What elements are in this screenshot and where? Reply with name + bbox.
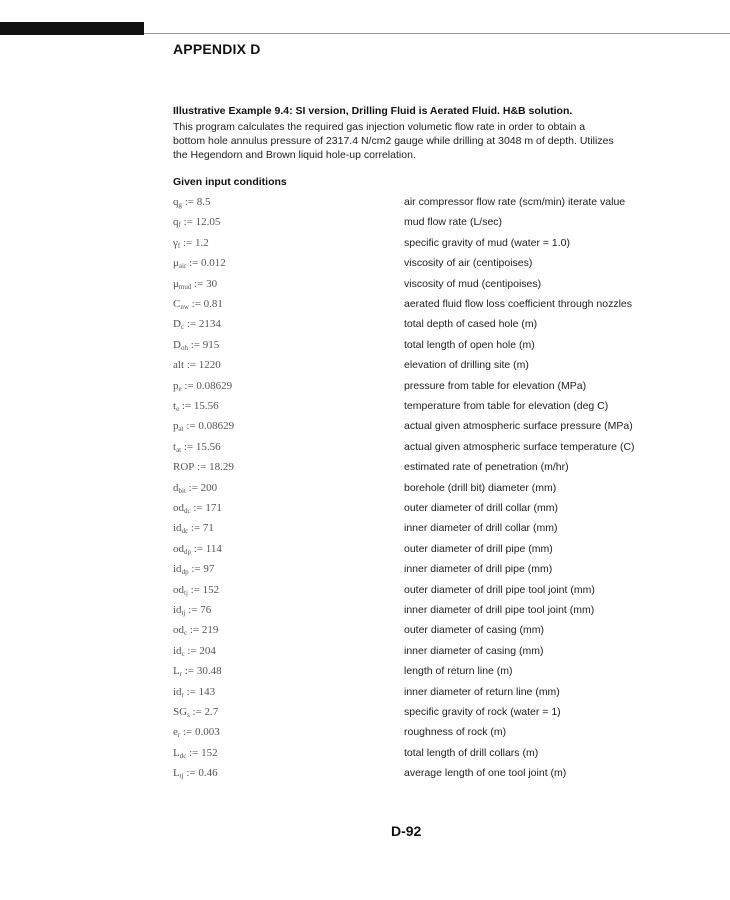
variable-value: := 1.2 <box>182 236 209 249</box>
variable-description: outer diameter of drill pipe (mm) <box>404 542 553 555</box>
variable-symbol: id <box>173 685 182 698</box>
variable-symbol: L <box>173 665 180 678</box>
variable-assignment <box>173 726 220 739</box>
variable-assignment <box>173 747 218 760</box>
variable-value: := 219 <box>189 624 219 637</box>
variable-value: := 0.08629 <box>186 420 235 433</box>
input-condition-row <box>0 338 730 358</box>
variable-value: := 0.003 <box>182 726 220 739</box>
variable-symbol: id <box>173 604 182 616</box>
variable-description: borehole (drill bit) diameter (mm) <box>404 481 557 494</box>
variable-value: := 30.48 <box>184 665 222 678</box>
variable-assignment <box>173 318 221 331</box>
variable-subscript: c <box>181 649 185 658</box>
variable-description: aerated fluid flow loss coefficient through nozzles <box>404 298 633 310</box>
variable-description: inner diameter of drill collar (mm) <box>404 522 558 535</box>
appendix-heading: APPENDIX D <box>173 41 261 57</box>
variable-value: := 143 <box>186 685 216 698</box>
variable-value: := 152 <box>190 583 220 596</box>
variable-description: inner diameter of drill pipe tool joint (mm) <box>404 604 595 616</box>
input-condition-row <box>0 215 730 235</box>
input-condition-row <box>0 297 730 317</box>
variable-symbol: id <box>173 563 182 576</box>
variable-value: := 1220 <box>186 359 221 372</box>
variable-value: := 12.05 <box>183 216 221 229</box>
variable-description: viscosity of air (centipoises) <box>404 257 533 270</box>
variable-assignment <box>173 420 234 433</box>
input-condition-row <box>0 379 730 399</box>
variable-symbol: ROP <box>173 461 195 474</box>
variable-symbol: id <box>173 644 182 657</box>
input-condition-row <box>0 623 730 643</box>
example-title: Illustrative Example 9.4: SI version, Drilling Fluid is Aerated Fluid. H&B solution. <box>173 105 573 117</box>
variable-subscript: bit <box>178 486 186 495</box>
input-condition-row <box>0 256 730 276</box>
variable-symbol: p <box>173 379 179 392</box>
variable-subscript: f <box>178 221 181 230</box>
variable-subscript: dc <box>181 527 189 536</box>
variable-description: air compressor flow rate (scm/min) iterate value <box>404 196 626 208</box>
variable-value: := 8.5 <box>184 196 211 208</box>
input-condition-row <box>0 562 730 582</box>
variable-assignment <box>173 400 219 413</box>
input-condition-row <box>0 583 730 603</box>
variable-description: inner diameter of drill pipe (mm) <box>404 563 553 576</box>
variable-description: elevation of drilling site (m) <box>404 359 529 372</box>
variable-description: specific gravity of mud (water = 1.0) <box>404 236 571 249</box>
input-condition-row <box>0 358 730 378</box>
variable-value: := 204 <box>187 644 216 657</box>
variable-subscript: oh <box>180 343 188 352</box>
variable-assignment <box>173 686 215 699</box>
input-condition-row <box>0 542 730 562</box>
variable-subscript: r <box>179 670 183 679</box>
input-condition-row <box>0 501 730 521</box>
variable-subscript: r <box>181 690 184 699</box>
variable-symbol: p <box>173 420 179 433</box>
variable-subscript: mud <box>178 282 192 291</box>
variable-assignment <box>173 767 218 780</box>
variable-subscript: r <box>177 731 181 740</box>
variable-description: viscosity of mud (centipoises) <box>404 277 542 290</box>
variable-symbol: od <box>173 624 184 637</box>
variable-value: := 0.46 <box>186 767 218 780</box>
variable-assignment <box>173 359 221 372</box>
variable-value: := 915 <box>190 338 220 351</box>
variable-description: total depth of cased hole (m) <box>404 318 538 331</box>
input-condition-row <box>0 644 730 664</box>
variable-value: := 71 <box>190 522 214 535</box>
variable-assignment <box>173 278 217 291</box>
variable-description: mud flow rate (L/sec) <box>404 216 503 229</box>
variable-description: specific gravity of rock (water = 1) <box>404 706 561 718</box>
description-line: the Hegendorn and Brown liquid hole-up correlation. <box>173 149 416 161</box>
variable-symbol: od <box>173 542 184 555</box>
variable-symbol: t <box>173 400 177 412</box>
variable-subscript: tj <box>184 588 188 597</box>
variable-value: := 171 <box>193 502 222 514</box>
variable-description: inner diameter of casing (mm) <box>404 644 544 657</box>
variable-symbol: L <box>173 746 180 759</box>
variable-symbol: id <box>173 522 182 535</box>
input-condition-row <box>0 685 730 705</box>
variable-assignment <box>173 584 219 597</box>
input-condition-row <box>0 746 730 766</box>
variable-symbol: D <box>173 338 181 351</box>
variable-value: := 0.012 <box>189 257 226 270</box>
input-condition-row <box>0 236 730 256</box>
variable-description: total length of open hole (m) <box>404 338 535 351</box>
variable-subscript: dc <box>184 507 191 515</box>
variable-symbol: μ <box>173 257 179 270</box>
variable-subscript: at <box>178 425 184 434</box>
input-condition-row <box>0 195 730 215</box>
variable-symbol: od <box>173 502 184 514</box>
variable-description: outer diameter of casing (mm) <box>404 624 545 637</box>
page-number: D-92 <box>391 823 422 839</box>
description-line: bottom hole annulus pressure of 2317.4 N/cm2 gauge while drilling at 3048 m of depth. Utilizes <box>173 135 614 147</box>
input-condition-row <box>0 766 730 786</box>
variable-description: outer diameter of drill pipe tool joint (mm) <box>404 583 595 596</box>
variable-description: roughness of rock (m) <box>404 726 507 739</box>
variable-subscript: g <box>178 201 182 209</box>
input-condition-row <box>0 725 730 745</box>
variable-description: outer diameter of drill collar (mm) <box>404 502 559 514</box>
variable-subscript: dc <box>179 751 187 760</box>
variable-subscript: air <box>178 262 187 271</box>
variable-assignment <box>173 461 234 474</box>
variable-symbol: q <box>173 196 179 208</box>
variable-assignment <box>173 563 214 576</box>
variable-assignment <box>173 441 221 454</box>
variable-value: := 76 <box>188 604 212 616</box>
variable-subscript: nw <box>180 303 189 311</box>
variable-assignment <box>173 543 222 556</box>
variable-description: estimated rate of penetration (m/hr) <box>404 461 569 474</box>
variable-subscript: f <box>177 241 181 250</box>
variable-description: pressure from table for elevation (MPa) <box>404 379 587 392</box>
variable-assignment <box>173 522 214 535</box>
input-condition-row <box>0 440 730 460</box>
variable-assignment <box>173 298 223 311</box>
variable-subscript: at <box>176 445 182 454</box>
variable-description: length of return line (m) <box>404 665 513 678</box>
variable-value: := 97 <box>191 563 215 576</box>
input-condition-row <box>0 664 730 684</box>
variable-symbol: D <box>173 318 181 331</box>
input-condition-row <box>0 603 730 623</box>
variable-subscript: s <box>187 711 190 719</box>
given-heading: Given input conditions <box>173 176 287 188</box>
input-condition-row <box>0 317 730 337</box>
variable-symbol: alt <box>173 359 184 372</box>
variable-value: := 114 <box>193 542 222 555</box>
variable-value: := 0.08629 <box>184 379 233 392</box>
variable-subscript: tj <box>181 609 186 617</box>
variable-value: := 2134 <box>186 318 221 331</box>
variable-description: temperature from table for elevation (deg C) <box>404 400 609 412</box>
input-condition-row <box>0 419 730 439</box>
input-condition-row <box>0 481 730 501</box>
variable-assignment <box>173 502 222 515</box>
variable-assignment <box>173 237 209 250</box>
variable-subscript: c <box>184 629 188 638</box>
input-condition-row <box>0 521 730 541</box>
variable-assignment <box>173 196 211 209</box>
variable-subscript: tj <box>179 772 184 781</box>
variable-symbol: t <box>173 440 177 453</box>
example-description <box>173 120 653 162</box>
variable-value: := 18.29 <box>197 461 234 474</box>
variable-value: := 0.81 <box>191 298 223 310</box>
variable-value: := 15.56 <box>181 400 219 412</box>
variable-value: := 30 <box>194 277 218 290</box>
variable-description: total length of drill collars (m) <box>404 746 539 759</box>
variable-subscript: e <box>176 405 180 413</box>
variable-symbol: γ <box>173 236 178 249</box>
variable-value: := 200 <box>188 481 218 494</box>
variable-assignment <box>173 645 216 658</box>
variable-value: := 152 <box>189 746 218 759</box>
variable-description: actual given atmospheric surface pressure (MPa) <box>404 420 633 433</box>
variable-assignment <box>173 339 219 352</box>
variable-description: actual given atmospheric surface temperature (C) <box>404 440 635 453</box>
description-line: This program calculates the required gas injection volumetic flow rate in order to obtain a <box>173 121 586 133</box>
input-condition-row <box>0 277 730 297</box>
variable-description: inner diameter of return line (mm) <box>404 685 560 698</box>
variable-symbol: e <box>173 726 178 739</box>
variable-symbol: μ <box>173 277 179 290</box>
variable-assignment <box>173 257 226 270</box>
variable-symbol: q <box>173 216 179 229</box>
variable-assignment <box>173 216 220 229</box>
variable-assignment <box>173 624 218 637</box>
variable-subscript: c <box>180 323 185 332</box>
input-condition-row <box>0 460 730 480</box>
variable-symbol: L <box>173 767 180 780</box>
variable-symbol: d <box>173 481 179 494</box>
variable-description: average length of one tool joint (m) <box>404 767 567 780</box>
variable-subscript: dp <box>181 568 189 577</box>
variable-value: := 15.56 <box>183 440 221 453</box>
variable-assignment <box>173 380 232 393</box>
variable-value: := 2.7 <box>192 706 219 718</box>
variable-subscript: dp <box>184 547 191 556</box>
variable-assignment <box>173 706 218 719</box>
header-black-bar <box>0 22 144 35</box>
header-rule <box>144 33 730 34</box>
variable-assignment <box>173 482 217 495</box>
variable-symbol: C <box>173 298 181 310</box>
input-condition-row <box>0 705 730 725</box>
variable-subscript: e <box>178 384 182 393</box>
variable-symbol: SG <box>173 706 188 718</box>
variable-assignment <box>173 604 211 617</box>
variable-symbol: od <box>173 583 184 596</box>
variable-assignment <box>173 665 222 678</box>
input-condition-row <box>0 399 730 419</box>
